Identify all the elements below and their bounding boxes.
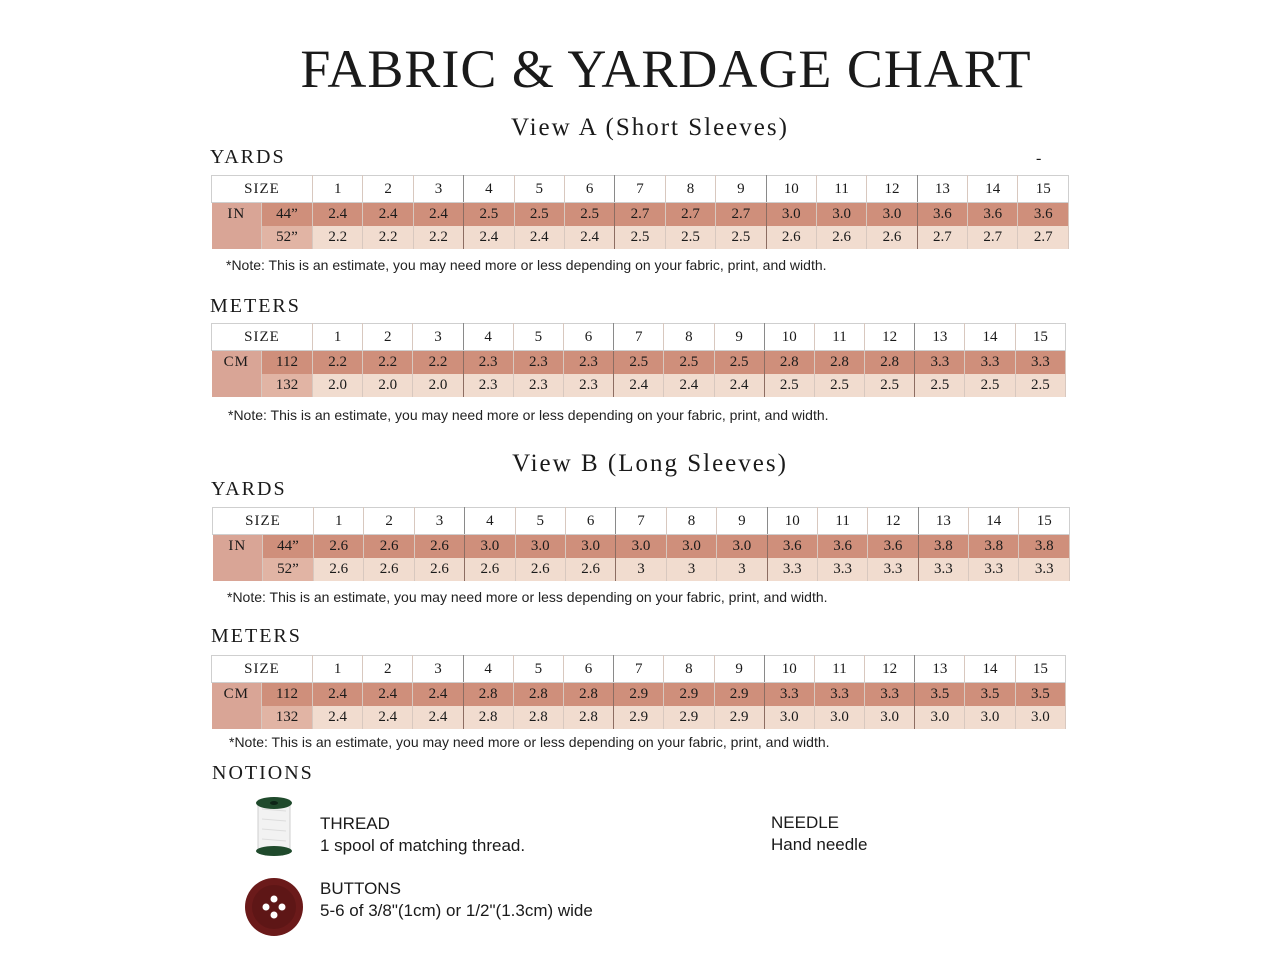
value-cell: 2.2	[413, 351, 463, 375]
size-cell: 2	[363, 656, 413, 683]
value-cell: 3.0	[816, 203, 866, 227]
value-cell: 2.5	[1015, 374, 1065, 397]
view-b-meters-table	[211, 655, 1066, 729]
value-cell: 3.5	[965, 683, 1015, 707]
size-cell: 7	[615, 176, 665, 203]
value-cell: 3	[616, 558, 666, 581]
value-cell: 3.6	[817, 535, 867, 559]
unit-cell: IN	[212, 203, 262, 250]
view-b-meters-label: METERS	[211, 625, 302, 647]
value-cell: 2.6	[314, 558, 364, 581]
value-cell: 3.6	[917, 203, 967, 227]
button-icon	[244, 877, 304, 942]
value-cell: 2.0	[413, 374, 463, 397]
value-cell: 2.4	[313, 683, 363, 707]
value-cell: 2.5	[464, 203, 514, 227]
view-b-yards-table	[212, 507, 1070, 581]
size-cell: 5	[515, 508, 565, 535]
size-cell: 9	[714, 324, 764, 351]
notions-title: NOTIONS	[212, 762, 314, 784]
size-cell: 9	[714, 656, 764, 683]
size-cell: 3	[413, 656, 463, 683]
view-b-title: View B (Long Sleeves)	[512, 450, 788, 477]
thread-spool-icon	[254, 795, 294, 864]
value-cell: 3.3	[868, 558, 918, 581]
value-cell: 2.9	[664, 706, 714, 729]
value-cell: 2.4	[363, 683, 413, 707]
value-cell: 2.6	[414, 535, 464, 559]
value-cell: 2.8	[814, 351, 864, 375]
value-cell: 2.7	[665, 203, 715, 227]
value-cell: 2.5	[615, 226, 665, 249]
table-row	[212, 374, 1066, 397]
size-cell: 4	[463, 324, 513, 351]
size-cell: 15	[1019, 508, 1070, 535]
size-cell: 12	[865, 656, 915, 683]
value-cell: 2.6	[867, 226, 917, 249]
size-header: SIZE	[213, 508, 314, 535]
value-cell: 2.5	[514, 203, 564, 227]
value-cell: 3.3	[918, 558, 968, 581]
value-cell: 2.6	[364, 535, 414, 559]
size-cell: 5	[513, 324, 563, 351]
value-cell: 2.8	[865, 351, 915, 375]
value-cell: 3.8	[969, 535, 1019, 559]
value-cell: 2.4	[363, 706, 413, 729]
size-header: SIZE	[212, 176, 313, 203]
size-cell: 14	[969, 508, 1019, 535]
needle-notion	[771, 812, 867, 856]
table-row	[212, 351, 1066, 375]
width-cell: 112	[262, 683, 313, 707]
width-cell: 132	[262, 706, 313, 729]
size-cell: 4	[464, 176, 514, 203]
value-cell: 2.4	[413, 683, 463, 707]
value-cell: 2.5	[665, 226, 715, 249]
value-cell: 2.5	[814, 374, 864, 397]
value-cell: 3.3	[865, 683, 915, 707]
value-cell: 3.0	[965, 706, 1015, 729]
table-row	[212, 203, 1069, 227]
value-cell: 2.3	[463, 351, 513, 375]
view-b-yards-label: YARDS	[211, 478, 287, 500]
value-cell: 2.6	[515, 558, 565, 581]
size-cell: 14	[965, 324, 1015, 351]
size-cell: 8	[665, 176, 715, 203]
view-a-meters-label: METERS	[210, 295, 301, 317]
size-cell: 10	[764, 656, 814, 683]
size-cell: 11	[817, 508, 867, 535]
value-cell: 2.3	[563, 351, 613, 375]
value-cell: 3.0	[465, 535, 515, 559]
value-cell: 2.9	[714, 683, 764, 707]
size-cell: 14	[965, 656, 1015, 683]
view-a-yards-table	[211, 175, 1069, 249]
page-title: FABRIC & YARDAGE CHART	[300, 39, 1032, 99]
size-cell: 1	[313, 176, 363, 203]
value-cell: 2.5	[716, 226, 766, 249]
value-cell: 2.4	[714, 374, 764, 397]
value-cell: 2.3	[563, 374, 613, 397]
size-cell: 15	[1015, 324, 1065, 351]
value-cell: 2.3	[463, 374, 513, 397]
size-cell: 10	[766, 176, 816, 203]
value-cell: 3.0	[666, 535, 716, 559]
value-cell: 2.2	[313, 226, 363, 249]
value-cell: 2.9	[614, 683, 664, 707]
value-cell: 2.6	[565, 558, 615, 581]
value-cell: 3.3	[1019, 558, 1070, 581]
value-cell: 2.7	[716, 203, 766, 227]
value-cell: 2.8	[563, 706, 613, 729]
size-cell: 4	[465, 508, 515, 535]
value-cell: 3.0	[867, 203, 917, 227]
value-cell: 3.0	[764, 706, 814, 729]
view-b-meters-note: *Note: This is an estimate, you may need more or less depending on your fabric, print, and width.	[229, 734, 830, 750]
view-a-meters-note: *Note: This is an estimate, you may need more or less depending on your fabric, print, and width.	[228, 407, 829, 423]
value-cell: 2.5	[764, 374, 814, 397]
size-cell: 1	[314, 508, 364, 535]
size-cell: 5	[513, 656, 563, 683]
value-cell: 3	[717, 558, 767, 581]
width-cell: 44”	[263, 535, 314, 559]
width-cell: 52”	[263, 558, 314, 581]
size-cell: 6	[563, 324, 613, 351]
size-cell: 15	[1018, 176, 1069, 203]
value-cell: 2.7	[968, 226, 1018, 249]
value-cell: 2.4	[564, 226, 614, 249]
value-cell: 3.0	[915, 706, 965, 729]
size-cell: 14	[968, 176, 1018, 203]
size-cell: 6	[563, 656, 613, 683]
value-cell: 2.8	[513, 683, 563, 707]
needle-desc: Hand needle	[771, 835, 868, 854]
value-cell: 3.5	[915, 683, 965, 707]
value-cell: 2.4	[664, 374, 714, 397]
thread-notion	[320, 813, 525, 857]
value-cell: 2.5	[865, 374, 915, 397]
size-cell: 4	[463, 656, 513, 683]
value-cell: 2.9	[614, 706, 664, 729]
value-cell: 3.0	[515, 535, 565, 559]
unit-cell: CM	[212, 683, 262, 730]
value-cell: 3.6	[968, 203, 1018, 227]
value-cell: 2.6	[816, 226, 866, 249]
value-cell: 2.3	[513, 374, 563, 397]
value-cell: 3.8	[1019, 535, 1070, 559]
size-cell: 9	[716, 176, 766, 203]
value-cell: 2.8	[463, 683, 513, 707]
value-cell: 2.2	[363, 226, 413, 249]
size-cell: 8	[664, 656, 714, 683]
value-cell: 3.3	[965, 351, 1015, 375]
value-cell: 2.4	[614, 374, 664, 397]
width-cell: 44”	[262, 203, 313, 227]
value-cell: 2.4	[514, 226, 564, 249]
value-cell: 2.5	[664, 351, 714, 375]
value-cell: 2.4	[313, 706, 363, 729]
value-cell: 2.6	[364, 558, 414, 581]
value-cell: 2.8	[764, 351, 814, 375]
size-cell: 3	[414, 508, 464, 535]
view-a-yards-label: YARDS	[210, 146, 286, 168]
size-cell: 7	[614, 656, 664, 683]
unit-cell: IN	[213, 535, 263, 582]
value-cell: 2.4	[413, 203, 463, 227]
value-cell: 2.2	[413, 226, 463, 249]
value-cell: 2.4	[313, 203, 363, 227]
size-cell: 13	[915, 324, 965, 351]
value-cell: 2.2	[363, 351, 413, 375]
size-cell: 10	[764, 324, 814, 351]
value-cell: 3.3	[814, 683, 864, 707]
value-cell: 3.5	[1015, 683, 1065, 707]
buttons-notion	[320, 878, 593, 922]
size-cell: 8	[666, 508, 716, 535]
size-cell: 12	[867, 176, 917, 203]
size-cell: 5	[514, 176, 564, 203]
value-cell: 3.0	[565, 535, 615, 559]
width-cell: 112	[262, 351, 313, 375]
width-cell: 132	[262, 374, 313, 397]
size-cell: 9	[717, 508, 767, 535]
size-cell: 10	[767, 508, 817, 535]
value-cell: 2.4	[363, 203, 413, 227]
value-cell: 2.4	[464, 226, 514, 249]
value-cell: 2.6	[414, 558, 464, 581]
size-cell: 1	[313, 324, 363, 351]
value-cell: 3.0	[865, 706, 915, 729]
value-cell: 3.3	[1015, 351, 1065, 375]
table-row	[212, 226, 1069, 249]
size-cell: 2	[363, 324, 413, 351]
size-cell: 3	[413, 324, 463, 351]
size-cell: 11	[814, 324, 864, 351]
size-header: SIZE	[212, 324, 313, 351]
value-cell: 2.0	[313, 374, 363, 397]
view-a-yards-note: *Note: This is an estimate, you may need more or less depending on your fabric, print, and width.	[226, 257, 827, 273]
needle-name: NEEDLE	[771, 813, 840, 832]
value-cell: 2.7	[1018, 226, 1069, 249]
table-row	[213, 535, 1070, 559]
value-cell: 3.6	[1018, 203, 1069, 227]
value-cell: 3.0	[814, 706, 864, 729]
size-cell: 11	[816, 176, 866, 203]
value-cell: 3.0	[616, 535, 666, 559]
value-cell: 3.6	[868, 535, 918, 559]
size-cell: 12	[868, 508, 918, 535]
table-row	[212, 706, 1066, 729]
size-cell: 8	[664, 324, 714, 351]
size-cell: 11	[814, 656, 864, 683]
view-a-meters-table	[211, 323, 1066, 397]
buttons-desc: 5-6 of 3/8"(1cm) or 1/2"(1.3cm) wide	[320, 901, 593, 920]
value-cell: 2.5	[564, 203, 614, 227]
value-cell: 2.4	[413, 706, 463, 729]
value-cell: 2.8	[563, 683, 613, 707]
buttons-name: BUTTONS	[320, 879, 401, 898]
value-cell: 2.7	[615, 203, 665, 227]
value-cell: 3.3	[767, 558, 817, 581]
thread-name: THREAD	[320, 814, 390, 833]
value-cell: 2.5	[915, 374, 965, 397]
value-cell: 2.9	[664, 683, 714, 707]
value-cell: 3.3	[915, 351, 965, 375]
size-cell: 12	[865, 324, 915, 351]
value-cell: 2.6	[766, 226, 816, 249]
value-cell: 3.8	[918, 535, 968, 559]
thread-desc: 1 spool of matching thread.	[320, 836, 526, 855]
value-cell: 2.9	[714, 706, 764, 729]
value-cell: 3.0	[766, 203, 816, 227]
value-cell: 3.3	[969, 558, 1019, 581]
value-cell: 2.2	[313, 351, 363, 375]
size-cell: 15	[1015, 656, 1065, 683]
view-b-yards-note: *Note: This is an estimate, you may need more or less depending on your fabric, print, and width.	[227, 589, 828, 605]
value-cell: 2.5	[965, 374, 1015, 397]
value-cell: 2.6	[314, 535, 364, 559]
size-header: SIZE	[212, 656, 313, 683]
value-cell: 3.0	[717, 535, 767, 559]
size-cell: 7	[616, 508, 666, 535]
size-cell: 6	[565, 508, 615, 535]
value-cell: 2.6	[465, 558, 515, 581]
size-cell: 7	[614, 324, 664, 351]
size-cell: 13	[915, 656, 965, 683]
value-cell: 2.3	[513, 351, 563, 375]
value-cell: 3.0	[1015, 706, 1065, 729]
value-cell: 2.5	[714, 351, 764, 375]
table-row	[212, 683, 1066, 707]
size-cell: 6	[564, 176, 614, 203]
value-cell: 2.0	[363, 374, 413, 397]
size-cell: 2	[364, 508, 414, 535]
dash-mark: -	[1036, 150, 1042, 167]
value-cell: 2.8	[513, 706, 563, 729]
size-cell: 13	[918, 508, 968, 535]
unit-cell: CM	[212, 351, 262, 398]
size-cell: 2	[363, 176, 413, 203]
size-cell: 3	[413, 176, 463, 203]
value-cell: 3.3	[817, 558, 867, 581]
value-cell: 2.5	[614, 351, 664, 375]
view-a-title: View A (Short Sleeves)	[511, 114, 789, 141]
table-row	[213, 558, 1070, 581]
width-cell: 52”	[262, 226, 313, 249]
value-cell: 2.8	[463, 706, 513, 729]
value-cell: 3	[666, 558, 716, 581]
size-cell: 13	[917, 176, 967, 203]
value-cell: 2.7	[917, 226, 967, 249]
value-cell: 3.3	[764, 683, 814, 707]
size-cell: 1	[313, 656, 363, 683]
value-cell: 3.6	[767, 535, 817, 559]
